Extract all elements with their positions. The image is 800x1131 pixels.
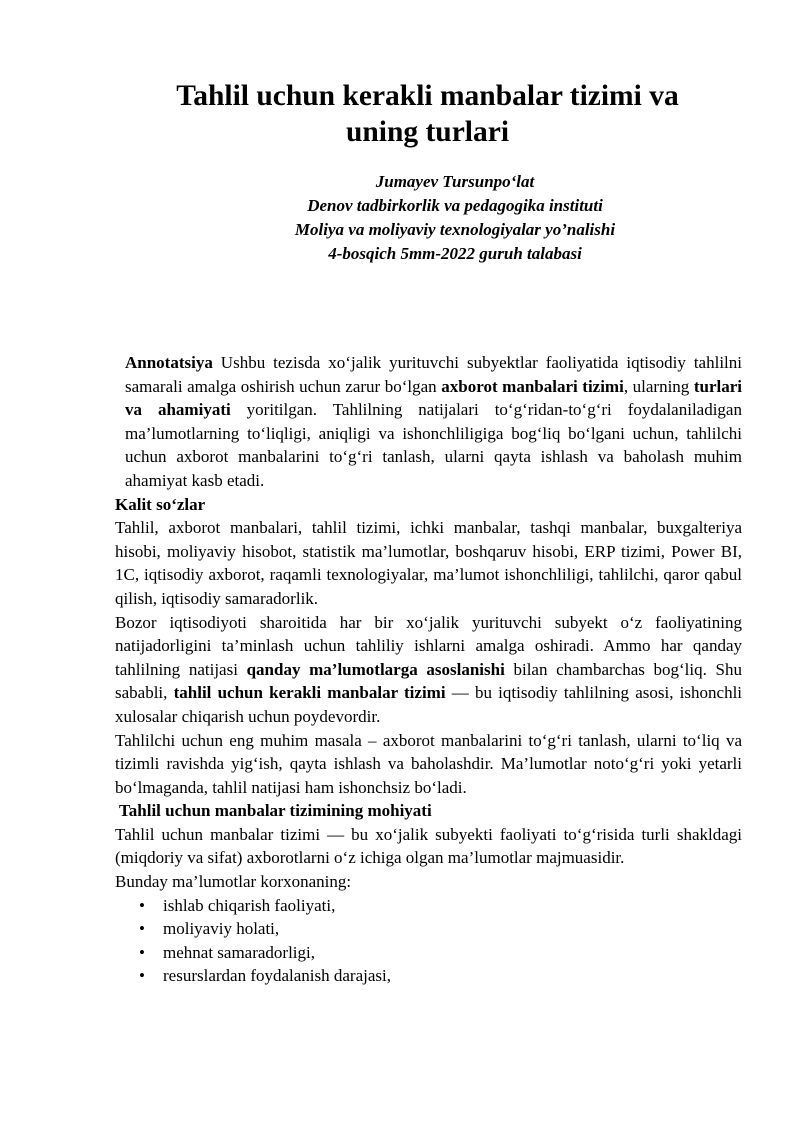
abstract-bold-2: turlari va ahamiyati xyxy=(125,376,743,420)
intro-bold-2: tahlil uchun kerakli manbalar tizimi xyxy=(173,683,446,703)
abstract-paragraph xyxy=(115,351,742,493)
intro-text-1: Bozor iqtisodiyoti sharoitida har bir xo‘jalik yurituvchi subyekt o‘z faoliyatining natijadorligini ta’minlash uchun tahliliy ishlarni amalga oshiradi. Ammo har qanday tahlilning natijasi xyxy=(115,612,742,679)
document-title xyxy=(115,78,740,150)
keywords-text: Tahlil, axborot manbalari, tahlil tizimi, ichki manbalar, tashqi manbalar, buxgalteriya hisobi, moliyaviy hisobot, statistik ma’lumotlar, boshqaruv hisobi, ERP tizimi, Power BI, 1C, iqtisodiy axborot, raqamli texnologiyalar, ma’lumot ishonchliligi, tahlilchi, qaror qabul qilish, iqtisodiy samaradorlik. xyxy=(115,518,742,608)
list-item-text: mehnat samaradorligi, xyxy=(163,942,316,962)
list-intro: Bunday ma’lumotlar korxonaning: xyxy=(115,872,352,892)
list-item-text: moliyaviy holati, xyxy=(163,919,280,939)
abstract-text-1: Ushbu tezisda xo‘jalik yurituvchi subyektlar faoliyatida iqtisodiy tahlilni samarali amalga oshirish uchun zarur bo‘lgan xyxy=(125,353,742,396)
abstract-label: Annotatsiya xyxy=(125,353,213,372)
intro-paragraph xyxy=(115,611,742,729)
analyst-paragraph: Tahlilchi uchun eng muhim masala – axborot manbalarini to‘g‘ri tanlash, ularni to‘liq va tizimli ravishda yig‘ish, qayta ishlash va baholashdir. Ma’lumotlar noto‘g‘ri yoki yetarli bo‘lmaganda, tahlil natijasi ham ishonchsiz bo‘ladi. xyxy=(115,730,742,797)
keywords-heading: Kalit so‘zlar xyxy=(115,494,206,514)
section-paragraph: Tahlil uchun manbalar tizimi — bu xo‘jalik subyekti faoliyati to‘g‘risida turli shakldagi (miqdoriy va sifat) axborotlarni o‘z ichiga olgan ma’lumotlar majmuasidir. xyxy=(115,824,742,868)
list-item-text: resurslardan foydalanish darajasi, xyxy=(163,966,391,986)
info-list xyxy=(115,894,742,988)
list-item xyxy=(115,941,742,965)
bullet-marker: • xyxy=(139,942,145,962)
intro-text-2: bilan chambarchas bog‘liq. Shu sababli, xyxy=(115,659,742,703)
abstract-text-3: yoritilgan. Tahlilning natijalari to‘g‘ridan-to‘g‘ri foydalaniladigan ma’lumotlarning to‘liqligi, aniqligi va ishonchliligiga bog‘liq bo‘lgani uchun, tahlilchi uchun axborot manbalarini to‘g‘ri tanlash, ularni qayta ishlash va baholash muhim ahamiyat kasb etadi. xyxy=(125,400,742,490)
title-line-2: uning turlari xyxy=(345,116,510,148)
author-block xyxy=(240,170,670,266)
bullet-marker: • xyxy=(139,919,145,939)
list-item-text: ishlab chiqarish faoliyati, xyxy=(163,895,336,915)
bullet-marker: • xyxy=(139,895,145,915)
list-item xyxy=(115,964,742,988)
title-line-1: Tahlil uchun kerakli manbalar tizimi va xyxy=(176,80,679,112)
document-body xyxy=(115,351,742,988)
author-group: 4-bosqich 5mm-2022 guruh talabasi xyxy=(328,244,582,263)
list-item xyxy=(115,917,742,941)
intro-text-3: — bu iqtisodiy tahlilning asosi, ishonchli xulosalar chiqarish uchun poydevordir. xyxy=(115,683,743,726)
author-institution: Denov tadbirkorlik va pedagogika instituti xyxy=(307,196,603,215)
section-heading: Tahlil uchun manbalar tizimining mohiyati xyxy=(119,801,432,821)
abstract-bold-1: axborot manbalari tizimi xyxy=(441,376,624,396)
abstract-text-2: , ularning xyxy=(623,376,694,396)
author-name: Jumayev Tursunpo‘lat xyxy=(375,172,535,191)
bullet-marker: • xyxy=(139,966,145,986)
intro-bold-1: qanday ma’lumotlarga asoslanishi xyxy=(246,659,505,679)
list-item xyxy=(115,894,742,918)
author-program: Moliya va moliyaviy texnologiyalar yo’nalishi xyxy=(294,220,616,239)
